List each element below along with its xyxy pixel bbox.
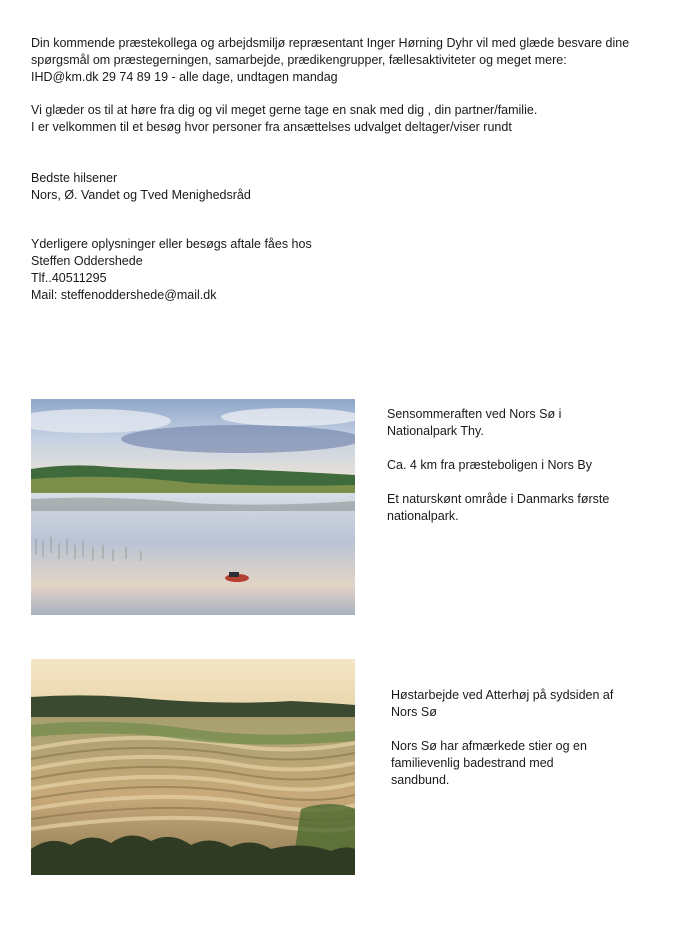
- signoff-greeting: Bedste hilsener: [31, 171, 118, 185]
- lake-caption-line-5: nationalpark.: [387, 509, 459, 523]
- lake-caption: [387, 406, 647, 525]
- lake-photo-icon: [31, 399, 355, 615]
- contact-name: Steffen Oddershede: [31, 254, 143, 268]
- signoff: [31, 170, 251, 204]
- welcome-paragraph: [31, 102, 537, 136]
- harvest-caption-line-3: Nors Sø har afmærkede stier og en: [391, 739, 587, 753]
- lake-caption-line-2: Nationalpark Thy.: [387, 424, 484, 438]
- signoff-council: Nors, Ø. Vandet og Tved Menighedsråd: [31, 188, 251, 202]
- harvest-caption: [391, 687, 651, 789]
- intro-line-1: Din kommende præstekollega og arbejdsmiljø repræsentant Inger Hørning Dyhr vil med glæde besvare dine: [31, 36, 630, 50]
- harvest-field-photo-icon: [31, 659, 355, 875]
- welcome-line-2: I er velkommen til et besøg hvor personer fra ansættelses udvalget deltager/viser rundt: [31, 120, 512, 134]
- lake-caption-line-1: Sensommeraften ved Nors Sø i: [387, 407, 562, 421]
- welcome-line-1: Vi glæder os til at høre fra dig og vil meget gerne tage en snak med dig , din partner/familie.: [31, 103, 538, 117]
- lake-caption-line-3: Ca. 4 km fra præsteboligen i Nors By: [387, 458, 592, 472]
- harvest-caption-line-4: familievenlig badestrand med: [391, 756, 554, 770]
- intro-paragraph: [31, 35, 629, 86]
- intro-line-2: spørgsmål om præstegerningen, samarbejde, prædikengrupper, fællesaktiviteter og meget mere:: [31, 53, 567, 67]
- intro-line-3: IHD@km.dk 29 74 89 19 - alle dage, undtagen mandag: [31, 70, 338, 84]
- harvest-caption-line-5: sandbund.: [391, 773, 450, 787]
- contact-heading: Yderligere oplysninger eller besøgs aftale fåes hos: [31, 237, 312, 251]
- harvest-field-photo: [31, 659, 355, 875]
- lake-photo: [31, 399, 355, 615]
- contact-block: [31, 236, 312, 304]
- harvest-caption-line-2: Nors Sø: [391, 705, 437, 719]
- contact-phone: Tlf..40511295: [31, 271, 107, 285]
- lake-caption-line-4: Et naturskønt område i Danmarks første: [387, 492, 610, 506]
- harvest-caption-line-1: Høstarbejde ved Atterhøj på sydsiden af: [391, 688, 614, 702]
- contact-mail: Mail: steffenoddershede@mail.dk: [31, 288, 217, 302]
